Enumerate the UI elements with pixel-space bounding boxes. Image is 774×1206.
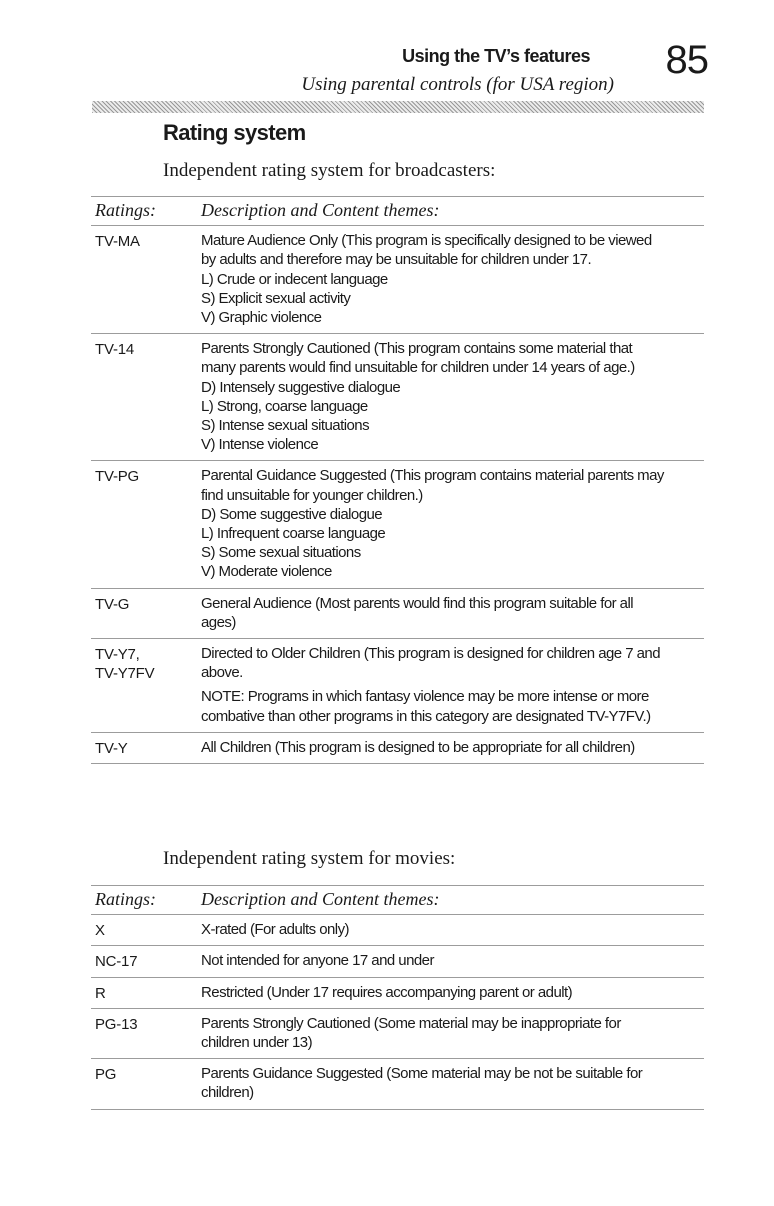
movie-ratings-table bbox=[91, 885, 704, 1110]
description-line: L) Crude or indecent language bbox=[201, 270, 388, 288]
description-line: find unsuitable for younger children.) bbox=[201, 486, 423, 504]
description-line: Not intended for anyone 17 and under bbox=[201, 952, 434, 970]
description-line: Parental Guidance Suggested (This program contains material parents may bbox=[201, 467, 664, 485]
ratings-column-header: Ratings: bbox=[95, 889, 156, 909]
rating-code: TV-Y7, bbox=[95, 646, 140, 664]
description-cell bbox=[201, 594, 704, 632]
description-cell bbox=[201, 1014, 704, 1052]
tv-ratings-intro: Independent rating system for broadcasters: bbox=[163, 160, 496, 181]
description-line: children under 13) bbox=[201, 1034, 313, 1052]
rating-cell bbox=[95, 984, 195, 1003]
table-row bbox=[91, 226, 704, 334]
rating-cell bbox=[95, 1065, 195, 1084]
rating-code: X bbox=[95, 922, 105, 940]
description-line: many parents would find unsuitable for children under 14 years of age.) bbox=[201, 359, 635, 377]
rating-cell bbox=[95, 739, 195, 758]
description-line: X-rated (For adults only) bbox=[201, 921, 349, 939]
section-subtitle: Using parental controls (for USA region) bbox=[301, 74, 614, 95]
tv-ratings-table bbox=[91, 196, 704, 764]
table-row bbox=[91, 334, 704, 461]
table-row bbox=[91, 1009, 704, 1059]
rating-code: TV-G bbox=[95, 595, 130, 613]
table-row bbox=[91, 461, 704, 588]
table-row bbox=[91, 733, 704, 764]
rating-cell bbox=[95, 645, 195, 683]
section-heading: Rating system bbox=[163, 120, 306, 145]
description-line: D) Intensely suggestive dialogue bbox=[201, 378, 401, 396]
table-row bbox=[91, 589, 704, 639]
description-line: by adults and therefore may be unsuitable for children under 17. bbox=[201, 251, 592, 269]
rating-note bbox=[201, 687, 704, 725]
description-cell bbox=[201, 920, 704, 939]
rating-cell bbox=[95, 467, 195, 486]
description-line: Mature Audience Only (This program is specifically designed to be viewed bbox=[201, 232, 652, 250]
rating-cell bbox=[95, 1015, 195, 1034]
chapter-title: Using the TV’s features bbox=[402, 46, 590, 66]
description-cell bbox=[201, 983, 704, 1002]
description-line: V) Graphic violence bbox=[201, 309, 322, 327]
description-line: Parents Strongly Cautioned (This program contains some material that bbox=[201, 340, 633, 358]
note-line: NOTE: Programs in which fantasy violence may be more intense or more bbox=[201, 688, 649, 706]
rating-code: NC-17 bbox=[95, 953, 138, 971]
movie-ratings-intro: Independent rating system for movies: bbox=[163, 848, 456, 869]
description-cell bbox=[201, 466, 704, 581]
description-cell bbox=[201, 231, 704, 327]
description-line: L) Strong, coarse language bbox=[201, 397, 368, 415]
ratings-column-header: Ratings: bbox=[95, 200, 156, 220]
rating-code: TV-PG bbox=[95, 468, 140, 486]
page-number: 85 bbox=[665, 38, 708, 82]
rating-cell bbox=[95, 232, 195, 251]
table-row bbox=[91, 978, 704, 1009]
table-header-row bbox=[91, 196, 704, 226]
description-line: Directed to Older Children (This program is designed for children age 7 and bbox=[201, 645, 661, 663]
description-line: Restricted (Under 17 requires accompanying parent or adult) bbox=[201, 983, 573, 1001]
description-cell bbox=[201, 644, 704, 726]
rating-cell bbox=[95, 921, 195, 940]
description-cell bbox=[201, 339, 704, 454]
rating-code: PG-13 bbox=[95, 1015, 138, 1033]
description-column-header: Description and Content themes: bbox=[201, 889, 440, 909]
description-column-header: Description and Content themes: bbox=[201, 200, 440, 220]
description-line: above. bbox=[201, 664, 243, 682]
description-line: Parents Guidance Suggested (Some material may be not be suitable for bbox=[201, 1065, 643, 1083]
description-cell bbox=[201, 951, 704, 970]
table-row bbox=[91, 639, 704, 733]
description-line: Parents Strongly Cautioned (Some material may be inappropriate for bbox=[201, 1014, 621, 1032]
description-line: S) Some sexual situations bbox=[201, 544, 361, 562]
description-line: S) Intense sexual situations bbox=[201, 417, 370, 435]
description-line: V) Intense violence bbox=[201, 436, 319, 454]
description-cell bbox=[201, 1064, 704, 1102]
description-line: children) bbox=[201, 1084, 254, 1102]
rating-cell bbox=[95, 595, 195, 614]
table-row bbox=[91, 1059, 704, 1109]
table-row bbox=[91, 946, 704, 977]
description-cell bbox=[201, 738, 704, 757]
table-row bbox=[91, 915, 704, 946]
rating-code: TV-Y7FV bbox=[95, 665, 155, 683]
page-header bbox=[0, 0, 774, 110]
rating-code: PG bbox=[95, 1066, 117, 1084]
description-line: S) Explicit sexual activity bbox=[201, 289, 351, 307]
note-line: combative than other programs in this category are designated TV-Y7FV.) bbox=[201, 707, 651, 725]
rating-cell bbox=[95, 340, 195, 359]
description-line: All Children (This program is designed to be appropriate for all children) bbox=[201, 738, 635, 756]
description-line: D) Some suggestive dialogue bbox=[201, 505, 383, 523]
table-header-row bbox=[91, 885, 704, 915]
description-line: V) Moderate violence bbox=[201, 563, 332, 581]
rating-code: TV-14 bbox=[95, 341, 135, 359]
header-rule bbox=[92, 101, 704, 113]
rating-cell bbox=[95, 952, 195, 971]
description-line: ages) bbox=[201, 613, 236, 631]
rating-code: TV-MA bbox=[95, 233, 140, 251]
rating-code: TV-Y bbox=[95, 739, 128, 757]
description-line: L) Infrequent coarse language bbox=[201, 525, 386, 543]
description-line: General Audience (Most parents would find this program suitable for all bbox=[201, 594, 634, 612]
rating-code: R bbox=[95, 984, 106, 1002]
